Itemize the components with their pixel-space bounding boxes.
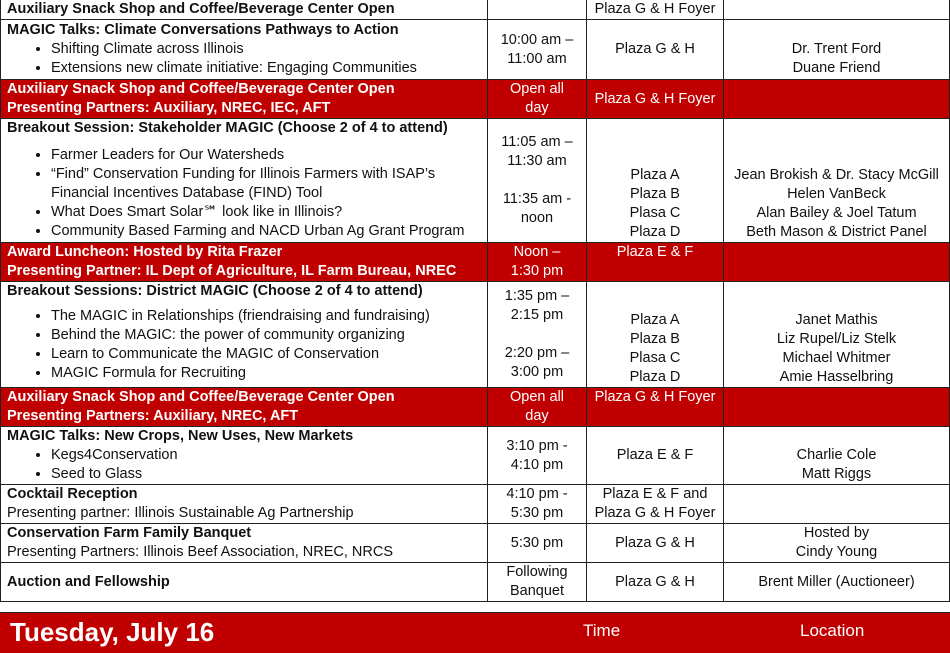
time-start: 11:05 am – [501,134,573,150]
location-item: Plasa C [629,205,681,221]
event-speakers [724,119,950,243]
time-column-header: Time [583,621,621,640]
event-cell [1,119,488,243]
event-location [587,119,724,243]
location-item: Plaza D [629,224,681,240]
event-title: Breakout Sessions: District MAGIC (Choose 2 of 4 to attend) [7,283,423,299]
list-item: • Shifting Climate across Illinois [51,40,481,59]
event-speakers [724,427,950,485]
list-item: • Seed to Glass [51,465,481,484]
speaker: Janet Mathis [795,312,878,328]
schedule-row [1,563,950,602]
event-location: Plaza E & F [587,427,724,485]
event-speakers: Brent Miller (Auctioneer) [724,563,950,602]
time-end: noon [520,210,554,226]
schedule-row [1,243,950,282]
location-item: Plaza G & H Foyer [594,505,716,521]
event-cell [1,485,488,524]
session-list [7,307,481,383]
time-start: Open all [509,389,564,405]
event-location: Plaza E & F [587,243,724,282]
schedule-row [1,282,950,388]
time-start: 1:35 pm – [504,288,570,304]
session-list [7,446,481,484]
event-location: Plaza G & H Foyer [587,0,724,20]
event-speakers [724,243,950,282]
event-title: Auxiliary Snack Shop and Coffee/Beverage Center Open [1,0,488,20]
list-item: • What Does Smart Solar℠ look like in Illinois? [51,203,481,222]
event-time [488,563,587,602]
event-time [488,427,587,485]
event-time [488,485,587,524]
schedule-row [1,427,950,485]
speaker: Helen VanBeck [787,186,886,202]
event-partners: Presenting Partners: Auxiliary, NREC, AFT [7,408,299,424]
list-item: • The MAGIC in Relationships (friendraising and fundraising) [51,307,481,326]
event-time [488,243,587,282]
event-location [587,282,724,388]
event-speakers [724,80,950,119]
event-title: Auxiliary Snack Shop and Coffee/Beverage Center Open [7,389,395,405]
schedule-row [1,80,950,119]
event-cell [1,282,488,388]
event-time [488,80,587,119]
event-title: Award Luncheon: Hosted by Rita Frazer [7,244,283,260]
session-list [7,146,481,241]
speaker: Alan Bailey & Joel Tatum [756,205,917,221]
event-title: Conservation Farm Family Banquet [7,525,252,541]
event-location: Plaza G & H [587,563,724,602]
event-cell [1,427,488,485]
event-title: MAGIC Talks: New Crops, New Uses, New Markets [7,428,354,444]
event-location: Plaza G & H [587,524,724,563]
time-end: 2:15 pm [510,307,564,323]
event-title: Cocktail Reception [7,486,138,502]
location-item: Plaza B [630,186,680,202]
event-speakers [724,485,950,524]
speaker: Matt Riggs [801,466,872,482]
event-title: Auction and Fellowship [1,563,488,602]
location-item: Plaza B [630,331,680,347]
speaker: Michael Whitmer [782,350,891,366]
event-location: Plaza G & H Foyer [587,80,724,119]
location-item: Plaza E & F and [602,486,708,502]
time-end: 5:30 pm [510,505,564,521]
speaker: Dr. Trent Ford [791,41,882,57]
event-location [587,485,724,524]
event-cell [1,20,488,80]
list-item: • MAGIC Formula for Recruiting [51,364,481,383]
list-item: • Kegs4Conservation [51,446,481,465]
event-cell [1,80,488,119]
time-start: Noon – [513,244,561,260]
time-start: 11:35 am - [502,191,572,207]
time-start: 4:10 pm - [506,486,568,502]
schedule-row [1,119,950,243]
time-end: 3:00 pm [510,364,564,380]
location-item: Plaza A [630,312,680,328]
list-item: • “Find” Conservation Funding for Illinois Farmers with ISAP’s Financial Incentives Database (FIND) Tool [51,165,481,203]
event-location: Plaza G & H [587,20,724,80]
event-speakers [724,388,950,427]
day-title: Tuesday, July 16 [10,617,215,647]
time-end: day [525,408,549,424]
event-partners: Presenting partner: Illinois Sustainable Ag Partnership [7,505,354,521]
time-end: day [525,100,549,116]
list-item: • Extensions new climate initiative: Engaging Communities [51,59,481,78]
event-partners: Presenting Partner: IL Dept of Agriculture, IL Farm Bureau, NREC [7,263,457,279]
event-speakers [724,20,950,80]
event-time: 5:30 pm [488,524,587,563]
event-title: Breakout Session: Stakeholder MAGIC (Choose 2 of 4 to attend) [7,120,448,136]
list-item: • Behind the MAGIC: the power of community organizing [51,326,481,345]
time-end: 4:10 pm [510,456,564,473]
schedule-row [1,388,950,427]
event-cell [1,524,488,563]
event-partners: Presenting Partners: Auxiliary, NREC, IEC, AFT [7,100,331,116]
speaker: Liz Rupel/Liz Stelk [776,331,897,347]
speaker: Cindy Young [795,544,878,560]
event-partners: Presenting Partners: Illinois Beef Association, NREC, NRCS [7,544,394,560]
speaker: Hosted by [803,525,870,541]
event-speakers [724,282,950,388]
schedule-row [1,524,950,563]
event-title: MAGIC Talks: Climate Conversations Pathways to Action [7,22,399,38]
time-end: 1:30 pm [510,263,564,279]
session-list [7,40,481,78]
event-speakers [724,0,950,20]
time-start: Open all [509,81,564,97]
location-item: Plaza A [630,167,680,183]
speaker: Duane Friend [792,60,881,76]
event-time [488,119,587,243]
time-start: 10:00 am – [500,31,574,48]
event-location: Plaza G & H Foyer [587,388,724,427]
speaker: Amie Hasselbring [779,369,894,385]
event-cell [1,388,488,427]
schedule-row [1,0,950,20]
event-title: Auxiliary Snack Shop and Coffee/Beverage Center Open [7,81,395,97]
time-end: Banquet [509,583,565,599]
schedule-row [1,485,950,524]
location-item: Plasa C [629,350,681,366]
list-item: • Farmer Leaders for Our Watersheds [51,146,481,165]
speaker: Charlie Cole [796,447,877,463]
next-day-header [0,612,950,653]
speaker: Beth Mason & District Panel [746,224,927,240]
event-speakers [724,524,950,563]
location-column-header: Location [800,621,865,640]
list-item: • Learn to Communicate the MAGIC of Conservation [51,345,481,364]
location-item: Plaza D [629,369,681,385]
list-item: • Community Based Farming and NACD Urban Ag Grant Program [51,222,481,241]
event-time [488,0,587,20]
time-start: Following [506,564,568,580]
event-time [488,282,587,388]
event-time [488,20,587,80]
time-start: 2:20 pm – [504,345,570,361]
time-start: 3:10 pm - [506,437,568,454]
event-cell [1,243,488,282]
speaker: Jean Brokish & Dr. Stacy McGill [734,167,939,183]
event-time [488,388,587,427]
time-end: 11:00 am [507,50,567,67]
time-end: 11:30 am [507,153,567,169]
schedule-row [1,20,950,80]
